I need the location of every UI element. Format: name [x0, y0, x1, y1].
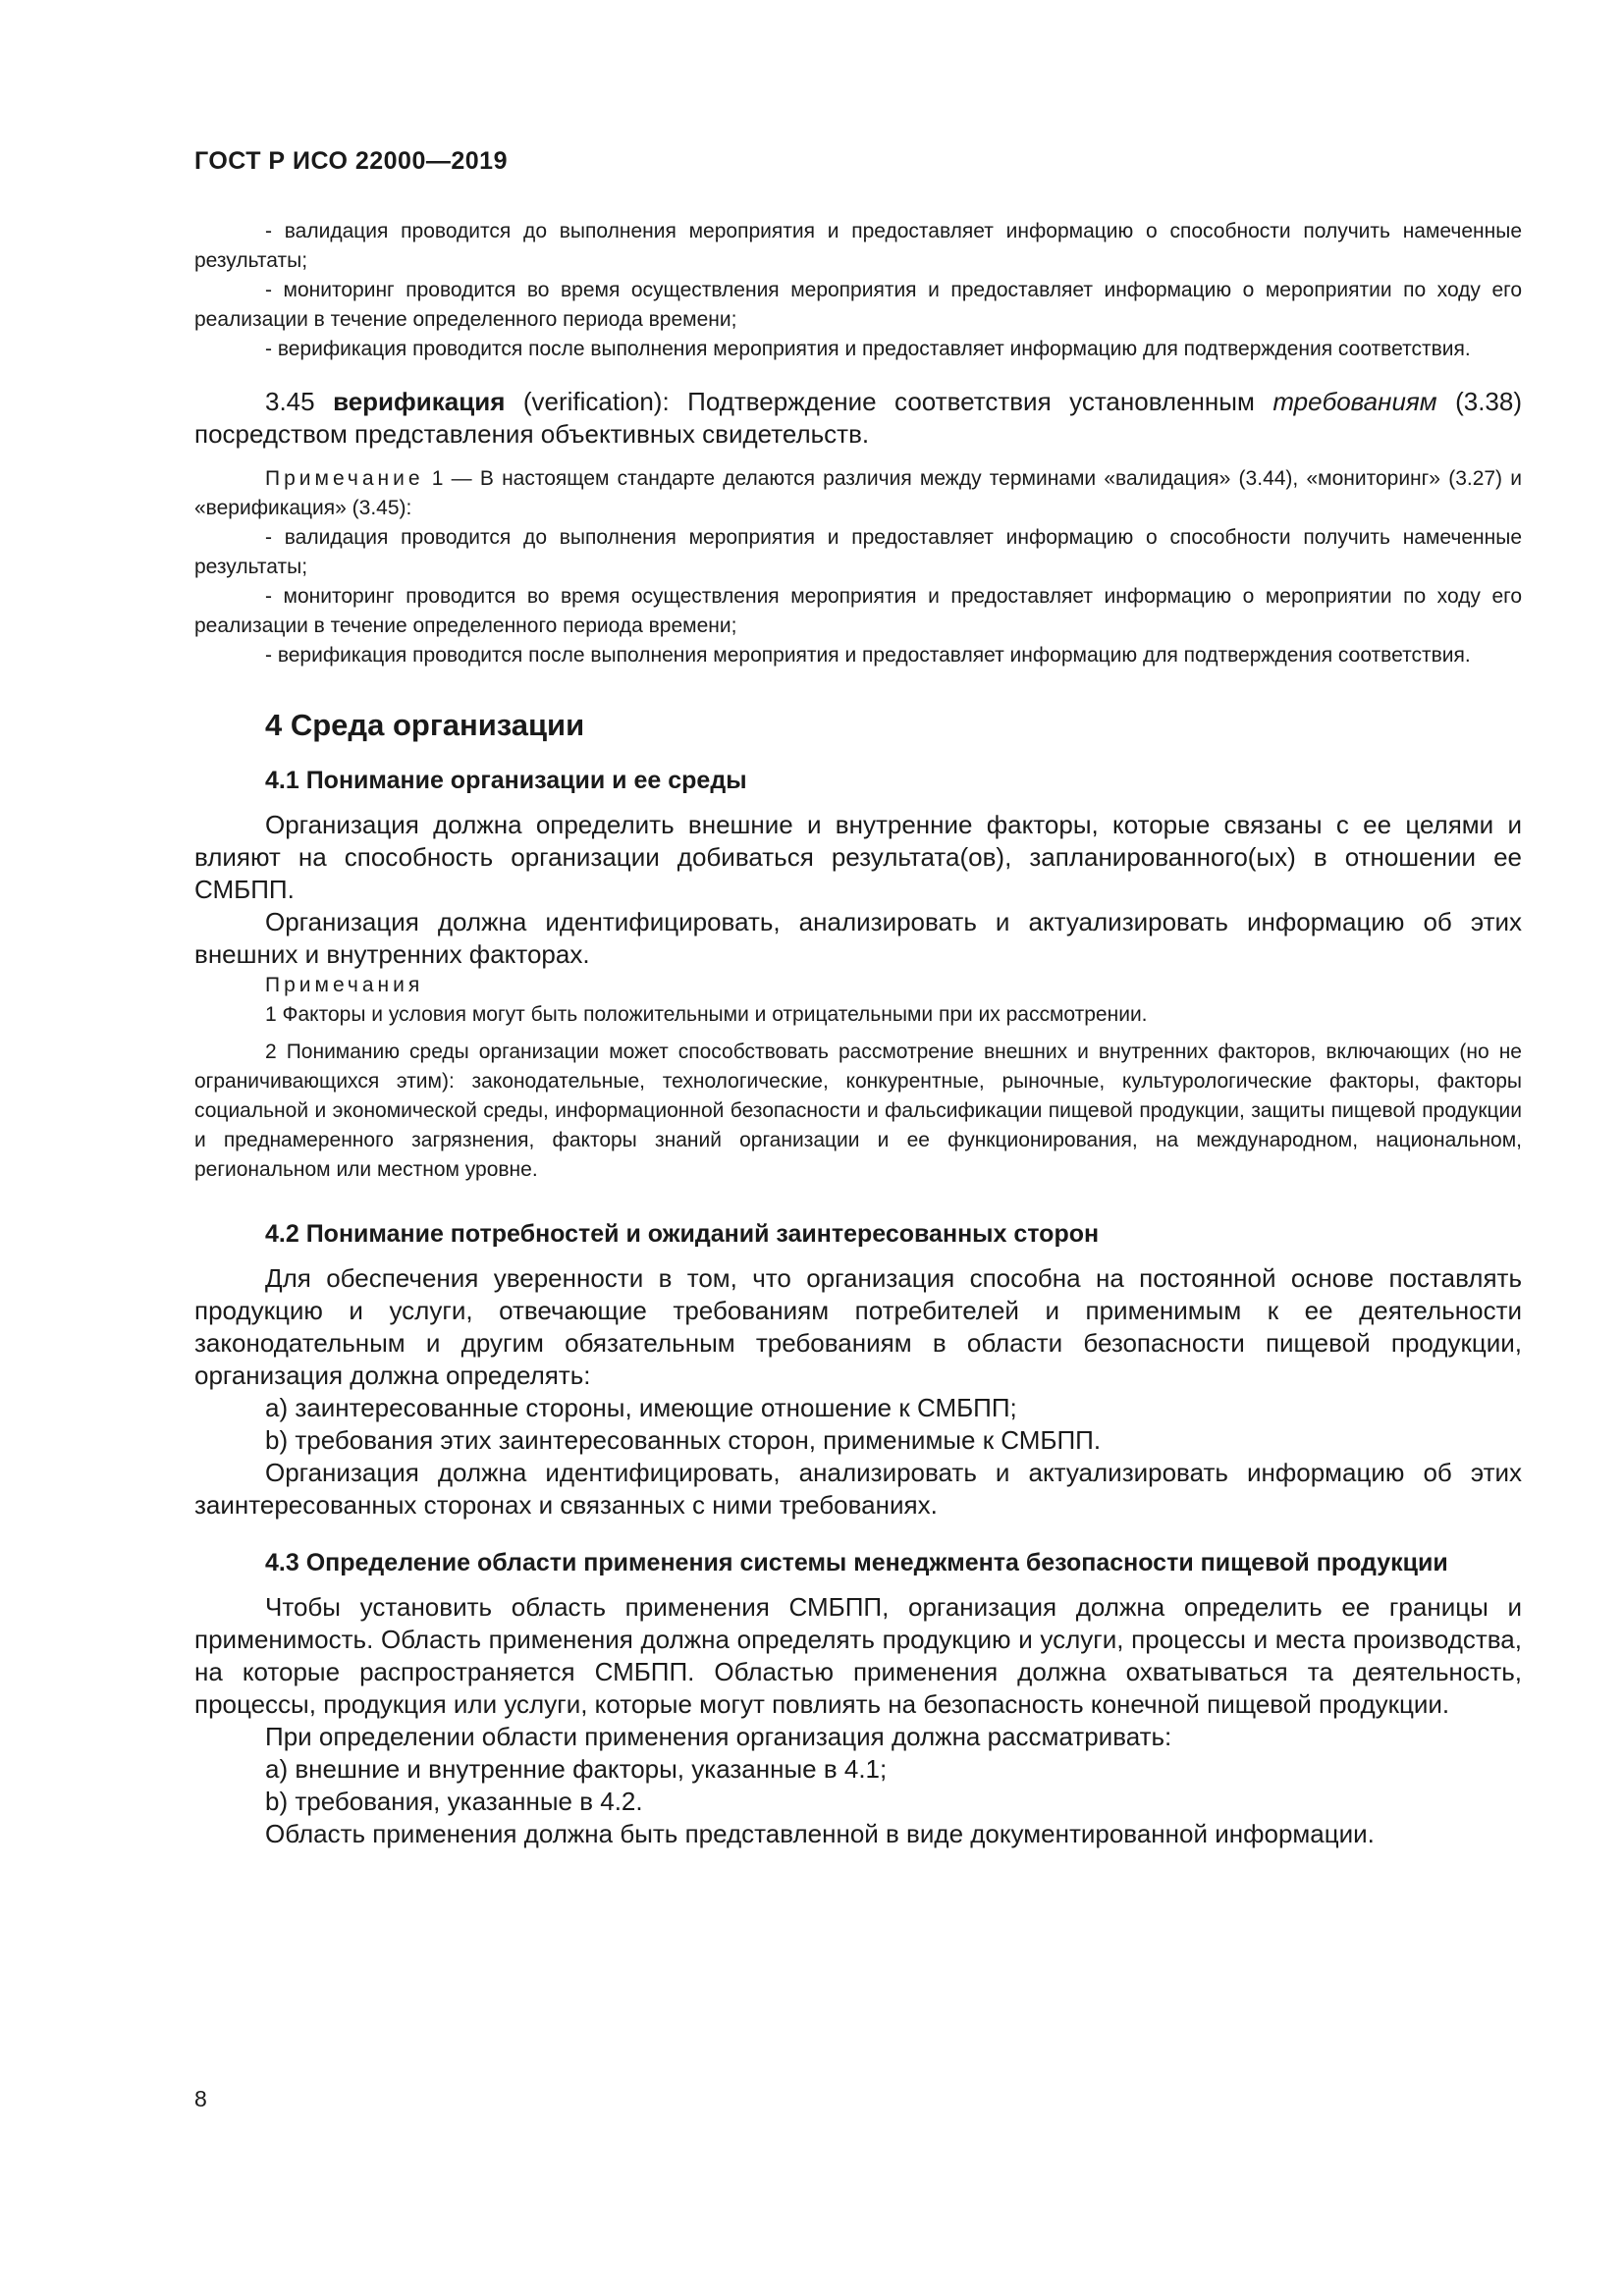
- section-4-1-body: [194, 809, 1522, 971]
- note-line: - валидация проводится до выполнения мероприятия и предоставляет информацию о способности получить намеченные результаты;: [194, 526, 1522, 578]
- section-4-1-notes: [194, 971, 1522, 1185]
- note-item: 2 Пониманию среды организации может способствовать рассмотрение внешних и внутренних факторов, включающих (но не ограничивающихся этим): законодательные, технологические, конкурентные, рыночные, культурологические факторы, факторы социальной и экономической среды, информационной безопасности и фальсификации пищевой продукции, защиты пищевой продукции и преднамеренного загрязнения, факторы знаний организации и ее функционирования, на международном, национальном, региональном или местном уровне.: [194, 1041, 1522, 1181]
- list-item: a) внешние и внутренние факторы, указанные в 4.1;: [265, 1754, 888, 1784]
- note-item: 1 Факторы и условия могут быть положительными и отрицательными при их рассмотрении.: [265, 1003, 1148, 1026]
- list-item: b) требования этих заинтересованных сторон, применимые к СМБПП.: [265, 1425, 1102, 1455]
- section-4-2-title: 4.2 Понимание потребностей и ожиданий заинтересованных сторон: [265, 1220, 1100, 1248]
- note-line: - верификация проводится после выполнения мероприятия и предоставляет информацию для подтверждения соответствия.: [265, 338, 1471, 360]
- section-4-3-title: 4.3 Определение области применения системы менеджмента безопасности пищевой продукции: [265, 1549, 1448, 1576]
- section-4-2-body: [194, 1262, 1522, 1522]
- note-intro: 1 — В настоящем стандарте делаются различия между терминами «валидация» (3.44), «мониторинг» (3.27) и «верификация» (3.45):: [194, 467, 1522, 519]
- paragraph: Для обеспечения уверенности в том, что организация способна на постоянной основе поставлять продукцию и услуги, отвечающие требованиям потребителей и применимым к ее деятельности законодательным и другим обязательным требованиям в области безопасности пищевой продукции, организация должна определять:: [194, 1263, 1522, 1390]
- term-definition-rest: (3.38) посредством представления объективных свидетельств.: [194, 387, 1523, 449]
- note-line: - валидация проводится до выполнения мероприятия и предоставляет информацию о способности получить намеченные результаты;: [194, 220, 1522, 272]
- term-italic-ref: требованиям: [1272, 387, 1437, 416]
- document-page: [194, 147, 1522, 1850]
- paragraph: Организация должна определить внешние и внутренние факторы, которые связаны с ее целями и влияют на способность организации добиваться результата(ов), запланированного(ых) в отношении ее СМБПП.: [194, 810, 1522, 904]
- note-line: - мониторинг проводится во время осуществления мероприятия и предоставляет информацию о мероприятии по ходу его реализации в течение определенного периода времени;: [194, 279, 1522, 331]
- note-top: [194, 217, 1522, 364]
- paragraph: Чтобы установить область применения СМБПП, организация должна определить ее границы и применимость. Область применения должна определять продукцию и услуги, процессы и места производства, на которые распространяется СМБПП. Областью применения должна охватываться та деятельность, процессы, продукция или услуги, которые могут повлиять на безопасность конечной пищевой продукции.: [194, 1592, 1522, 1719]
- section-4-title: 4 Среда организации: [265, 708, 585, 742]
- section-4-3-body: [194, 1591, 1522, 1850]
- term-definition: (verification): Подтверждение соответствия установленным: [522, 387, 1255, 416]
- list-item: b) требования, указанные в 4.2.: [265, 1787, 643, 1816]
- note-line: - верификация проводится после выполнения мероприятия и предоставляет информацию для подтверждения соответствия.: [265, 644, 1471, 667]
- note-3-45: [194, 464, 1522, 670]
- term-number: 3.45: [265, 387, 315, 416]
- paragraph: Область применения должна быть представленной в виде документированной информации.: [265, 1819, 1375, 1848]
- document-header: ГОСТ Р ИСО 22000—2019: [194, 147, 508, 175]
- page-number: 8: [194, 2086, 207, 2111]
- notes-label: Примечания: [265, 974, 424, 996]
- note-line: - мониторинг проводится во время осуществления мероприятия и предоставляет информацию о мероприятии по ходу его реализации в течение определенного периода времени;: [194, 585, 1522, 637]
- term-name: верификация: [333, 387, 506, 416]
- section-4-1-title: 4.1 Понимание организации и ее среды: [265, 767, 747, 794]
- paragraph: При определении области применения организация должна рассматривать:: [265, 1722, 1172, 1751]
- term-3-45: [194, 386, 1522, 451]
- paragraph: Организация должна идентифицировать, анализировать и актуализировать информацию об этих заинтересованных сторонах и связанных с ними требованиях.: [194, 1458, 1522, 1520]
- paragraph: Организация должна идентифицировать, анализировать и актуализировать информацию об этих внешних и внутренних факторах.: [194, 907, 1522, 969]
- note-label: Примечание: [265, 467, 424, 490]
- list-item: a) заинтересованные стороны, имеющие отношение к СМБПП;: [265, 1393, 1017, 1422]
